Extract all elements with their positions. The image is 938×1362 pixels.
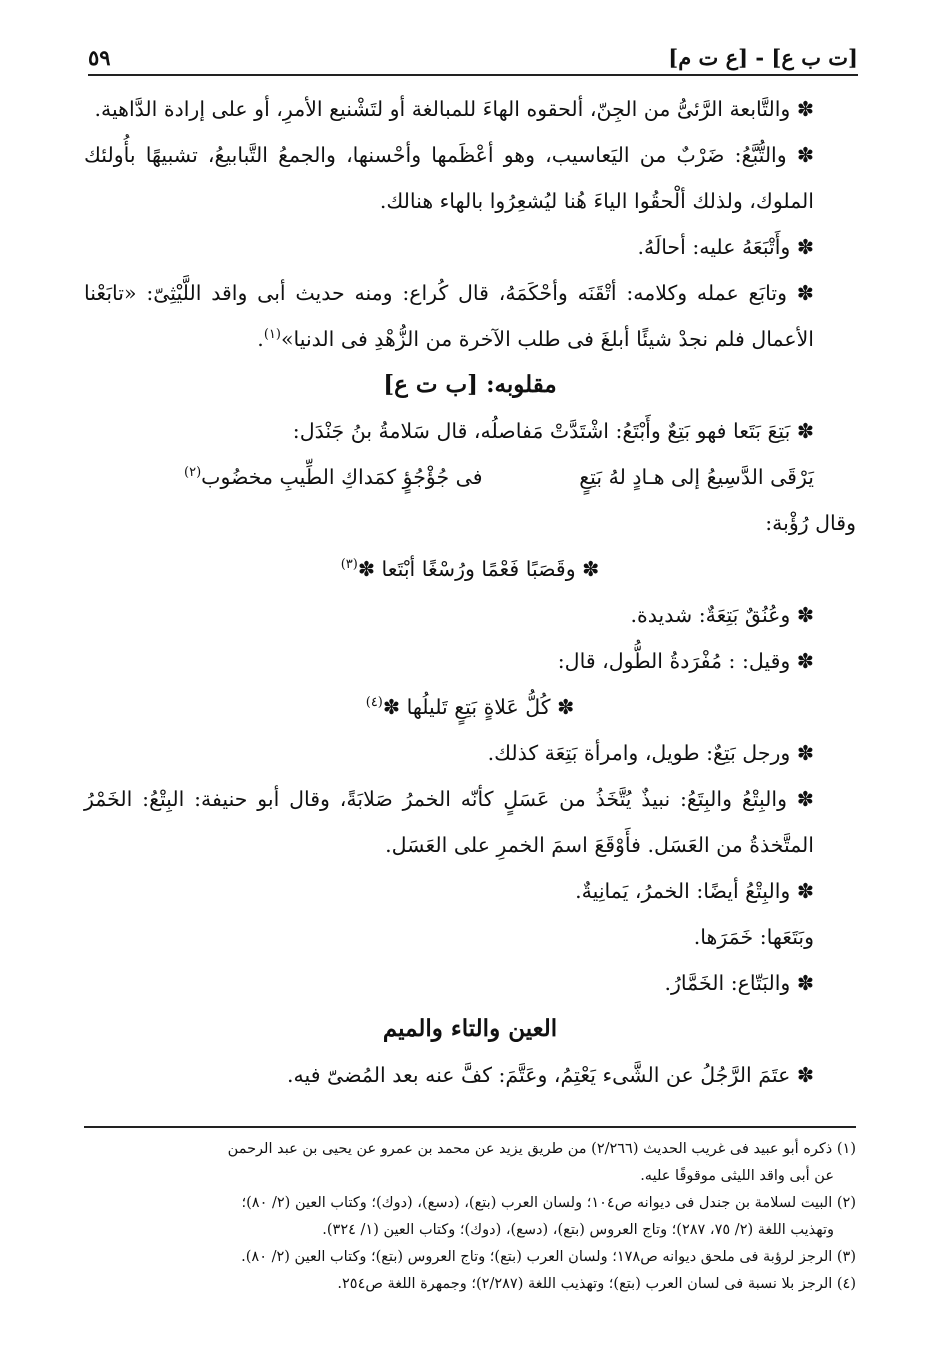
section-title: [ت ب ع] - [ع ت م] <box>668 45 858 70</box>
footnote: (٣) الرجز لرؤبة فى ملحق ديوانه ص١٧٨؛ ولسان العرب (بتع)؛ وتاج العروس (بتع)؛ وكتاب العين (٢/ ٨٠). <box>241 1249 856 1265</box>
paragraph: ✽ والبِتْعُ أيضًا: الخمرُ، يَمانِيةٌ. <box>575 879 814 903</box>
footnotes <box>84 1126 856 1298</box>
section-heading: العين والتاء والميم <box>382 1015 558 1042</box>
paragraph: ✽ والبِتْعُ والبِتَعُ: نبيذٌ يُتَّخَذُ من عَسَلٍ كأنّه الخمرُ صَلابَةً، وقال أبو حنيفة: البِتْعُ: الخَمْرُ المتَّخذةُ من العَسَل. فأَوْقَعَ اسمَ الخمرِ على العَسَل. <box>84 787 814 857</box>
rajaz-line <box>84 684 856 730</box>
footnote-ref: (١) <box>263 327 281 343</box>
poetry-verse <box>84 454 856 500</box>
main-text <box>84 86 856 1098</box>
paragraph: ✽ وتابَع عمله وكلامه: أتْقَنَه وأحْكَمَهُ، قال كُراع: ومنه حديث أبى واقد اللَّيْثِىّ: «تابَعْنا الأعمال فلم نجدْ شيئًا أبلغَ فى طلب الآخرة من الزُّهْدِ فى الدنيا»$^{(١)}$. <box>84 281 814 351</box>
footnote: (٢) البيت لسلامة بن جندل فى ديوانه ص١٠٤؛ ولسان العرب (بتع)، (دسع)، (دوك)؛ وكتاب العين (٢/ ٨٠)؛ <box>241 1195 856 1211</box>
footnote-ref: (٤) <box>365 695 383 711</box>
paragraph: ✽ والتَّابعة الرَّئىُّ من الجِنّ، ألحقوه الهاءَ للمبالغة أو لتَشْنيع الأمرِ، أو على إرادة الدَّاهية. <box>94 97 814 121</box>
footnote-continuation: وتهذيب اللغة (٢/ ٧٥، ٢٨٧)؛ وتاج العروس (بتع)، (دسع)، (دوك)؛ وكتاب العين (١/ ٣٢٤). <box>322 1222 834 1238</box>
rajaz-line <box>84 546 856 592</box>
paragraph: ✽ والبَتّاع: الخَمَّارُ. <box>664 971 814 995</box>
paragraph: وبَتَعَها: خَمَرَها. <box>693 925 814 949</box>
paragraph: ✽ بَتِعَ بَتَعا فهو بَتِعٌ وأَبْتَعُ: اشْتَدَّتْ مَفاصلُه، قال سَلامةُ بنُ جَنْدَل: <box>292 419 814 443</box>
paragraph: ✽ وعُنُقٌ بَتِعَةٌ: شديدة. <box>630 603 814 627</box>
paragraph: ✽ وقيل: : مُفْرَدةُ الطُّول، قال: <box>557 649 814 673</box>
footnote: (٤) الرجز بلا نسبة فى لسان العرب (بتع)؛ وتهذيب اللغة (٢/٢٨٧)؛ وجمهرة اللغة ص٢٥٤. <box>337 1276 856 1292</box>
page-header <box>88 36 858 76</box>
paragraph-text: ✽ وتابَع عمله وكلامه: أتْقَنَه وأحْكَمَهُ، قال كُراع: ومنه حديث أبى واقد اللَّيْثِىّ: «تابَعْنا الأعمال فلم نجدْ شيئًا أبلغَ فى طلب الآخرة من الزُّهْدِ فى الدنيا» <box>84 281 814 351</box>
rajaz-text: ✽ وقَصَبًا فَعْمًا ورُسْغًا أبْتَعا ✽ <box>357 557 600 581</box>
paragraph: ✽ والتُّبَّعُ: ضَرْبٌ من اليَعاسيب، وهو أعْظَمها وأحْسنها، والجمعُ التَّبابيعُ، تشبيهًا بأُولئك الملوك، ولذلك ألْحقُوا الياءَ هُنا ليُشعِرُوا بالهاء هنالك. <box>84 143 814 213</box>
paragraph: ✽ وأَتْبَعَهُ عليه: أحالَهُ. <box>637 235 814 259</box>
footnote-ref: (٢) <box>184 465 202 481</box>
section-heading: مقلوبه: [ب ت ع] <box>383 371 557 398</box>
rajaz-text: ✽ كُلُّ عَلاةٍ بَتِعٍ تَليلُها ✽ <box>382 695 575 719</box>
paragraph: وقال رُؤْبة: <box>765 511 856 535</box>
verse-second-hemistich <box>184 454 483 500</box>
footnote-continuation: عن أبى واقد الليثى موقوفًا عليه. <box>640 1168 834 1184</box>
paragraph: ✽ ورجل بَتِعٌ: طويل، وامرأة بَتِعَة كذلك. <box>487 741 814 765</box>
verse-first-hemistich: يَرْقَى الدَّسِيعُ إلى هـادٍ لهُ بَتِعٍ <box>579 465 814 489</box>
footnote-ref: (٣) <box>340 557 358 573</box>
footnote: (١) ذكره أبو عبيد فى غريب الحديث (٢/٢٦٦) من طريق يزيد عن محمد بن عمرو عن يحيى بن عبد الرحمن <box>227 1141 856 1157</box>
verse-second-text: فى جُؤْجُؤٍ كمَداكِ الطِّيبِ مخضُوب <box>201 465 483 489</box>
page-number: ٥٩ <box>88 45 111 70</box>
paragraph: ✽ عتَمَ الرَّجُلُ عن الشَّىء يَعْتِمُ، وعَتَّمَ: كفَّ عنه بعد المُضىّ فيه. <box>287 1063 814 1087</box>
